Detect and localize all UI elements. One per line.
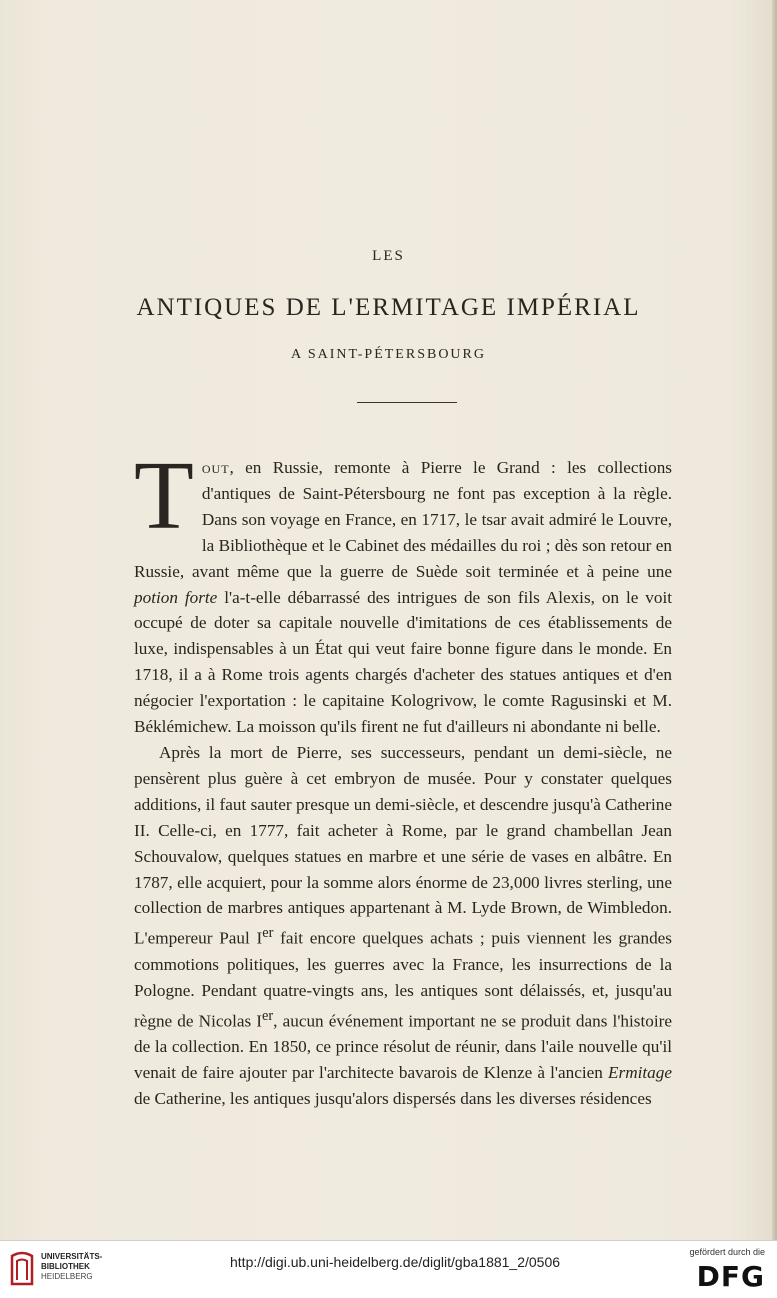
article-body — [134, 442, 672, 1112]
heading-les: LES — [372, 248, 405, 264]
italic-word-ermitage: Ermitage — [608, 1063, 672, 1083]
superscript-er-2: er — [262, 1007, 274, 1024]
paragraph-1-text-a: , en Russie, remonte à Pierre le Grand : les collections d'antiques de Saint-Pétersbourg ne font pas exception à la règle. Dans son voyage en France, en 1717, le tsar avait admiré le Louvre, la Bibliothèque et le Cabinet des médailles du roi ; dès son retour en Russie, avant même que la guerre de Suède soit terminée et à peine une — [134, 458, 672, 581]
article-subtitle: A SAINT-PÉTERSBOURG — [290, 347, 486, 362]
paragraph-1-text-b: l'a-t-elle débarrassé des intrigues de son fils Alexis, on le voit occupé de doter sa capitale nouvelle d'imitations de ces établissements de luxe, indispensables à un État qui veut faire bonne figure dans le monde. En 1718, il a à Rome trois agents chargés d'acheter des statues antiques et d'en négocier l'exportation : le capitaine Kologrivow, le comte Ragusinski et M. Béklémichew. La moisson qu'ils firent ne fut d'ailleurs ni abondante ni belle. — [134, 587, 672, 737]
funder-label: gefördert durch die — [689, 1247, 765, 1257]
paragraph-2-text-a: Après la mort de Pierre, ses successeurs, pendant un demi-siècle, ne pensèrent plus guère à cet embryon de musée. Pour y constater quelques additions, il faut sauter presque un demi-siècle, et descendre jusqu'à Catherine II. Celle-ci, en 1777, fait acheter à Rome, par le grand chambellan Jean Schouvalow, quelques statues en marbre et une série de vases en albâtre. En 1787, elle acquiert, pour la somme alors énorme de 23,000 livres sterling, une collection de marbres antiques appartenant à M. Lyde Brown, de Wimbledon. L'empereur Paul I — [134, 742, 672, 949]
permalink-url[interactable]: http://digi.ub.uni-heidelberg.de/diglit/gba1881_2/0506 — [230, 1254, 561, 1270]
italic-phrase-potion-forte: potion forte — [134, 587, 218, 607]
paragraph-2-text-b: fait encore quelques achats ; puis viennent les grandes commotions politiques, les guerres avec la France, les insurrections de la Pologne. Pendant quatre-vingts ans, les antiques sont délaissés, et, jusqu'au règne de Nicolas I — [134, 929, 672, 1031]
article-title: ANTIQUES DE L'ERMITAGE IMPÉRIAL — [136, 294, 641, 321]
paragraph-2-text-d: de Catherine, les antiques jusqu'alors dispersés dans les diverses résidences — [134, 1089, 652, 1109]
superscript-er-1: er — [262, 925, 274, 942]
library-logo-icon[interactable] — [8, 1250, 36, 1288]
library-name-line-2: BIBLIOTHEK — [41, 1262, 90, 1271]
library-name-line-3: HEIDELBERG — [41, 1272, 93, 1281]
paragraph-2-text-c: , aucun événement important ne se produit dans l'histoire de la collection. En 1850, ce prince résolut de réunir, dans l'aile nouvelle qu'il venait de faire ajouter par l'architecte bavarois de Klenze à l'ancien — [134, 1011, 672, 1083]
paragraph-1 — [134, 442, 672, 740]
drop-cap: T — [134, 442, 194, 550]
lead-word: out — [201, 458, 230, 477]
page-edge — [772, 0, 777, 1240]
dfg-logo[interactable]: DFG — [696, 1260, 765, 1293]
title-divider — [357, 402, 457, 403]
library-name-line-1: UNIVERSITÄTS- — [41, 1252, 103, 1261]
library-name — [41, 1252, 102, 1282]
viewer-footer — [0, 1240, 777, 1298]
paragraph-2 — [134, 740, 672, 1112]
